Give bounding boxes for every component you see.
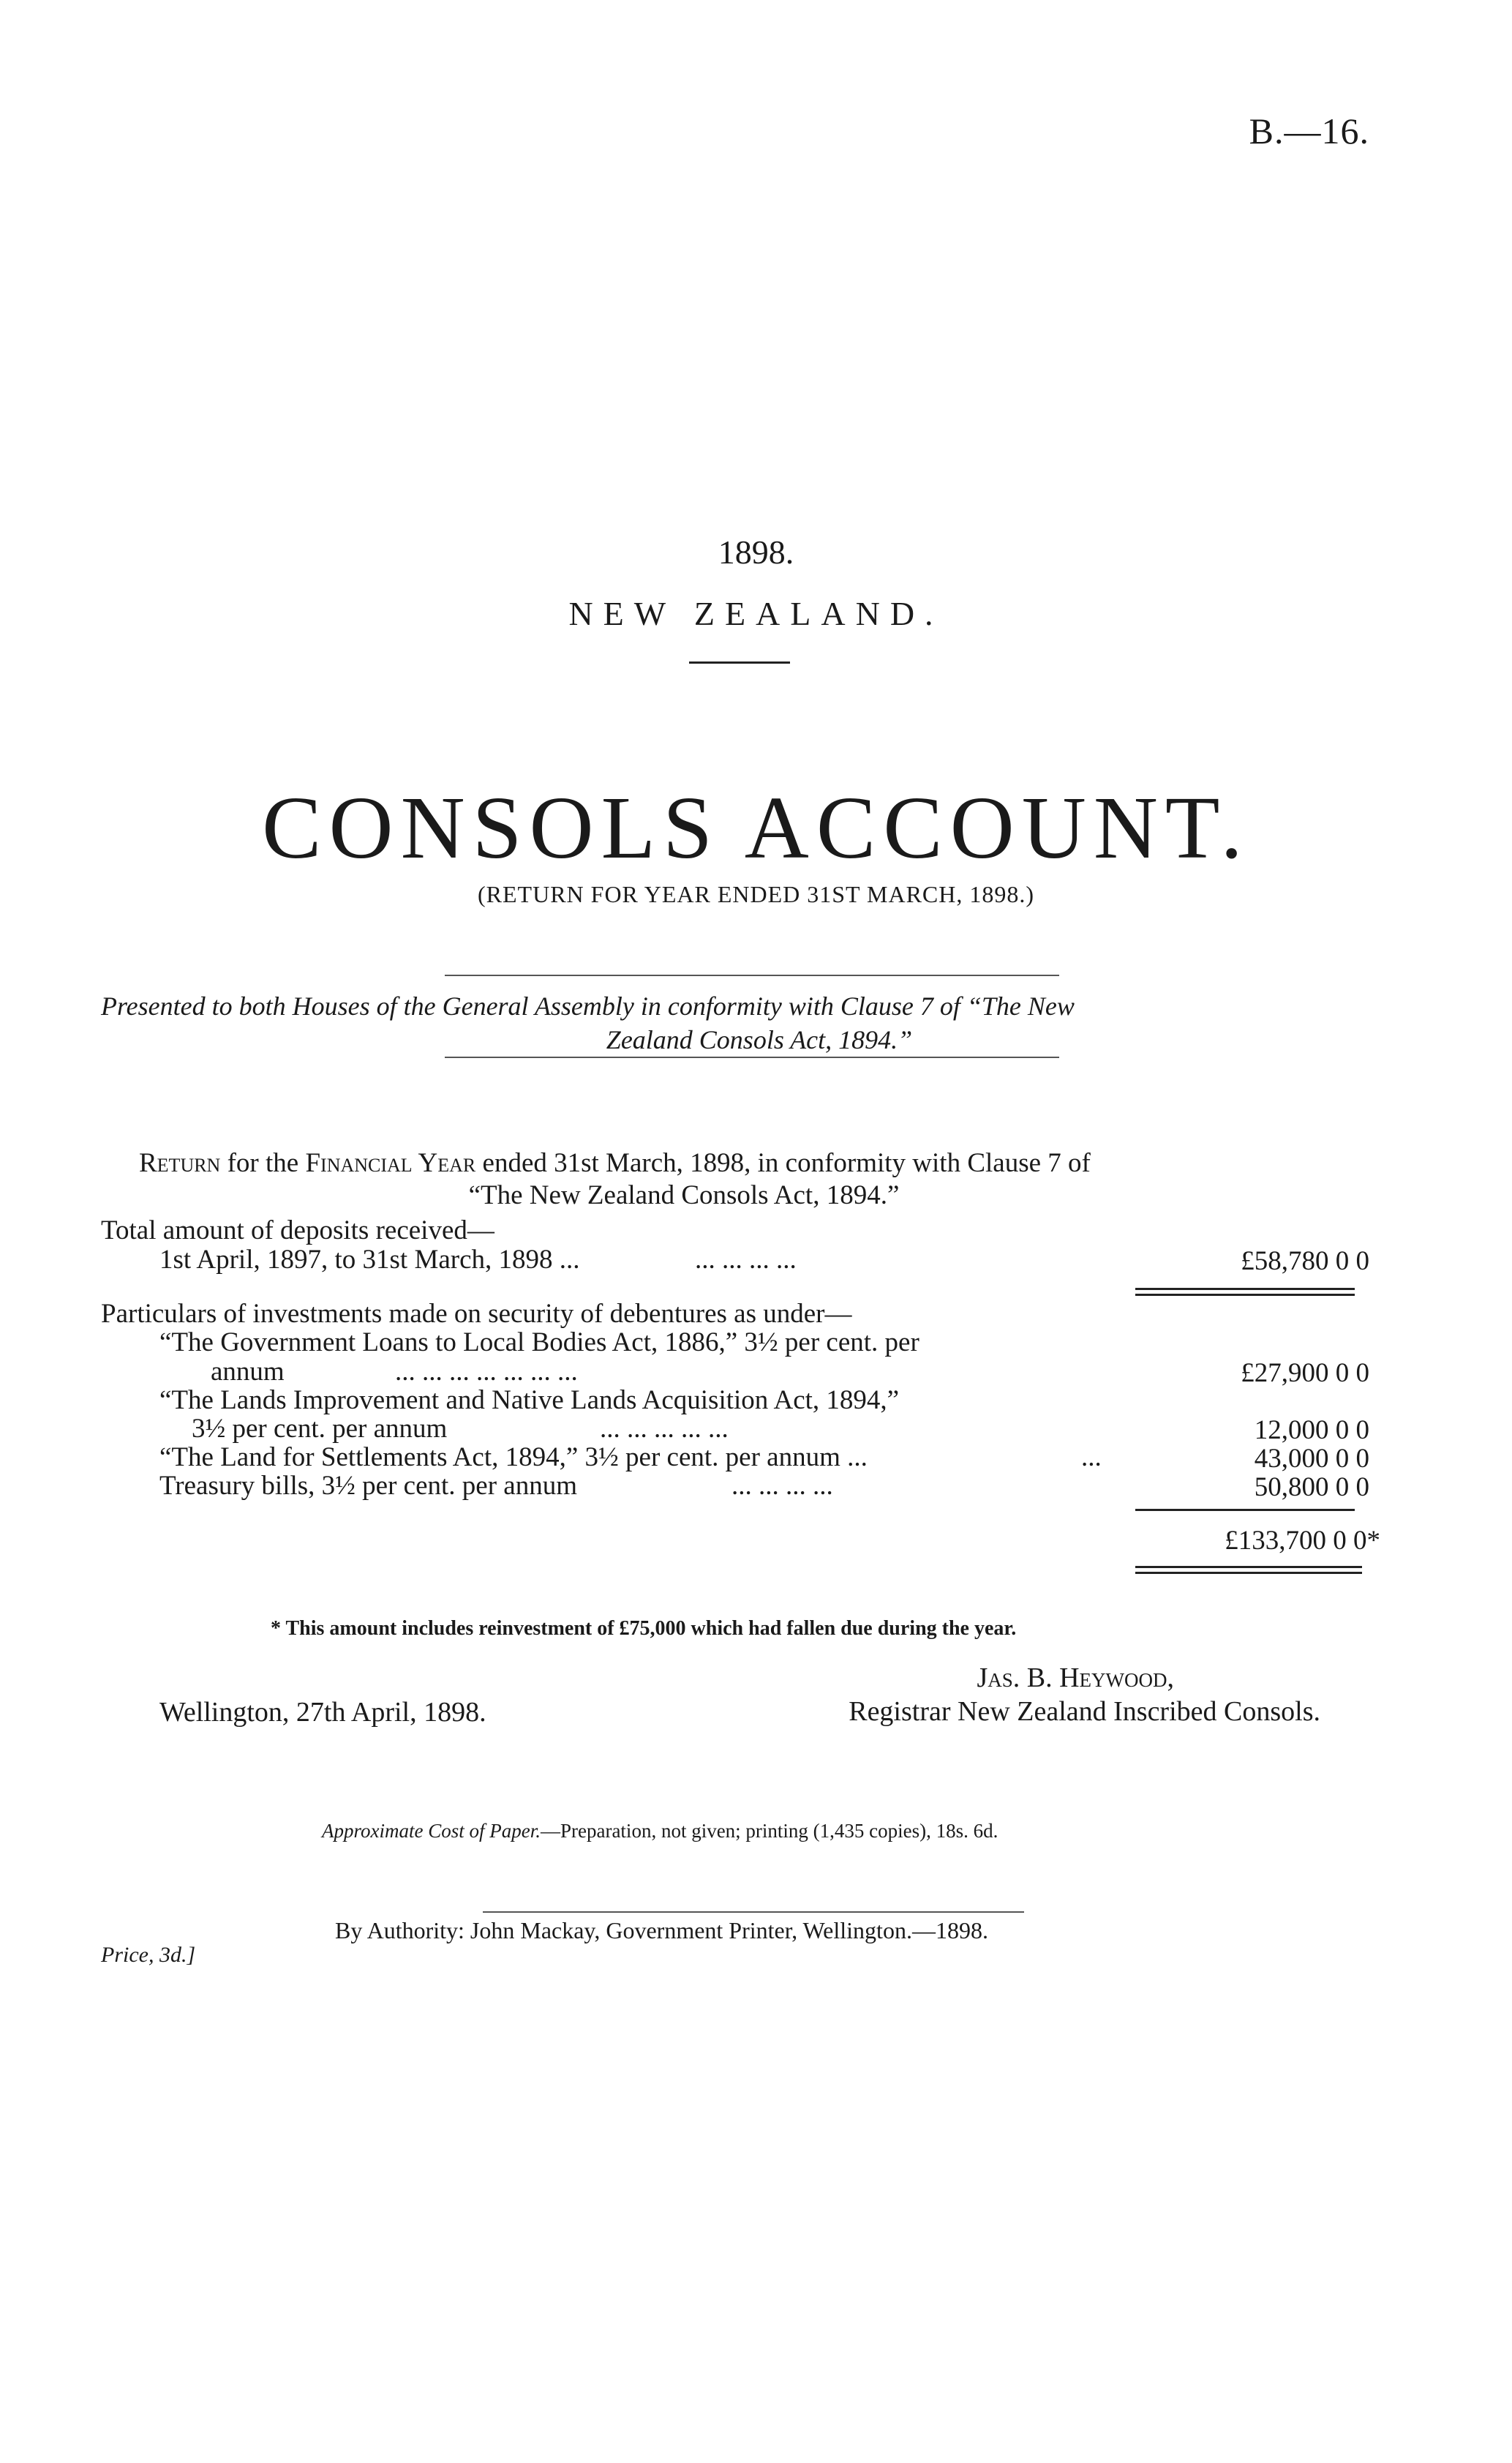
- investment-4-amount: 50,800 0 0: [1254, 1472, 1369, 1502]
- return-heading-rest: ended 31st March, 1898, in conformity with Clause 7 of: [482, 1148, 1091, 1178]
- investment-1-amount: £27,900 0 0: [1241, 1358, 1369, 1388]
- printer-line: By Authority: John Mackay, Government Printer, Wellington.—1898.: [335, 1917, 988, 1943]
- presented-rule-bottom: [445, 1057, 1059, 1058]
- investment-2-line-1: “The Lands Improvement and Native Lands Acquisition Act, 1894,”: [159, 1385, 900, 1415]
- investment-1-dots: ... ... ... ... ... ... ...: [395, 1357, 578, 1387]
- price: Price, 3d.]: [101, 1943, 196, 1967]
- deposits-rule-1: [1135, 1288, 1355, 1290]
- deposits-period: 1st April, 1897, to 31st March, 1898 ...: [159, 1245, 580, 1275]
- presented-rule-top: [445, 975, 1059, 976]
- signatory-name: Jas. B. Heywood,: [977, 1662, 1174, 1693]
- document-subtitle: (RETURN FOR YEAR ENDED 31ST MARCH, 1898.): [477, 881, 1035, 907]
- presented-line-1: Presented to both Houses of the General Assembly in conformity with Clause 7 of “The New: [101, 991, 1075, 1021]
- deposits-rule-2: [1135, 1294, 1355, 1296]
- return-heading: [139, 1147, 1383, 1212]
- total-rule-2: [1135, 1572, 1362, 1574]
- cost-text: —Preparation, not given; printing (1,435 copies), 18s. 6d.: [540, 1820, 998, 1842]
- document-country: NEW ZEALAND.: [568, 595, 944, 632]
- investment-4-dots: ... ... ... ...: [731, 1471, 833, 1501]
- investment-3-amount: 43,000 0 0: [1254, 1444, 1369, 1474]
- investment-2-dots: ... ... ... ... ...: [600, 1414, 729, 1444]
- document-title: CONSOLS ACCOUNT.: [262, 779, 1250, 877]
- presented-line-2: Zealand Consols Act, 1894.”: [606, 1025, 913, 1054]
- investments-total: £133,700 0 0*: [1225, 1526, 1380, 1556]
- title-divider: [689, 661, 790, 664]
- deposits-amount: £58,780 0 0: [1241, 1246, 1369, 1276]
- return-word: Return: [139, 1148, 221, 1178]
- presented-note: [101, 989, 1418, 1057]
- deposits-label: Total amount of deposits received—: [101, 1215, 494, 1245]
- investment-4-line-1: Treasury bills, 3½ per cent. per annum: [159, 1471, 577, 1501]
- signatory-title: Registrar New Zealand Inscribed Consols.: [849, 1696, 1320, 1727]
- signature-block: [849, 1661, 1320, 1728]
- investment-2-line-2: 3½ per cent. per annum: [192, 1414, 448, 1444]
- investment-3-line-1: “The Land for Settlements Act, 1894,” 3½ per cent. per annum ...: [159, 1442, 868, 1472]
- return-for: for the: [227, 1148, 299, 1178]
- return-financial-year: Financial Year: [305, 1148, 476, 1178]
- document-year: 1898.: [718, 533, 794, 571]
- printer-rule: [483, 1911, 1024, 1913]
- investment-2-amount: 12,000 0 0: [1254, 1415, 1369, 1445]
- cost-note: [322, 1820, 998, 1842]
- investments-label: Particulars of investments made on security of debentures as under—: [101, 1299, 852, 1329]
- document-reference: B.—16.: [1249, 110, 1369, 151]
- place-date: Wellington, 27th April, 1898.: [159, 1697, 486, 1728]
- footnote: * This amount includes reinvestment of £75,000 which had fallen due during the year.: [271, 1617, 1017, 1640]
- investment-1-line-1: “The Government Loans to Local Bodies Act, 1886,” 3½ per cent. per: [159, 1327, 919, 1357]
- investment-3-dots: ...: [1081, 1442, 1102, 1472]
- total-rule-1: [1135, 1566, 1362, 1568]
- cost-label: Approximate Cost of Paper.: [322, 1820, 541, 1842]
- return-heading-line-2: “The New Zealand Consols Act, 1894.”: [468, 1180, 900, 1210]
- deposits-dots: ... ... ... ...: [695, 1245, 797, 1275]
- total-rule-top: [1135, 1509, 1355, 1511]
- investment-1-line-2: annum: [211, 1357, 285, 1387]
